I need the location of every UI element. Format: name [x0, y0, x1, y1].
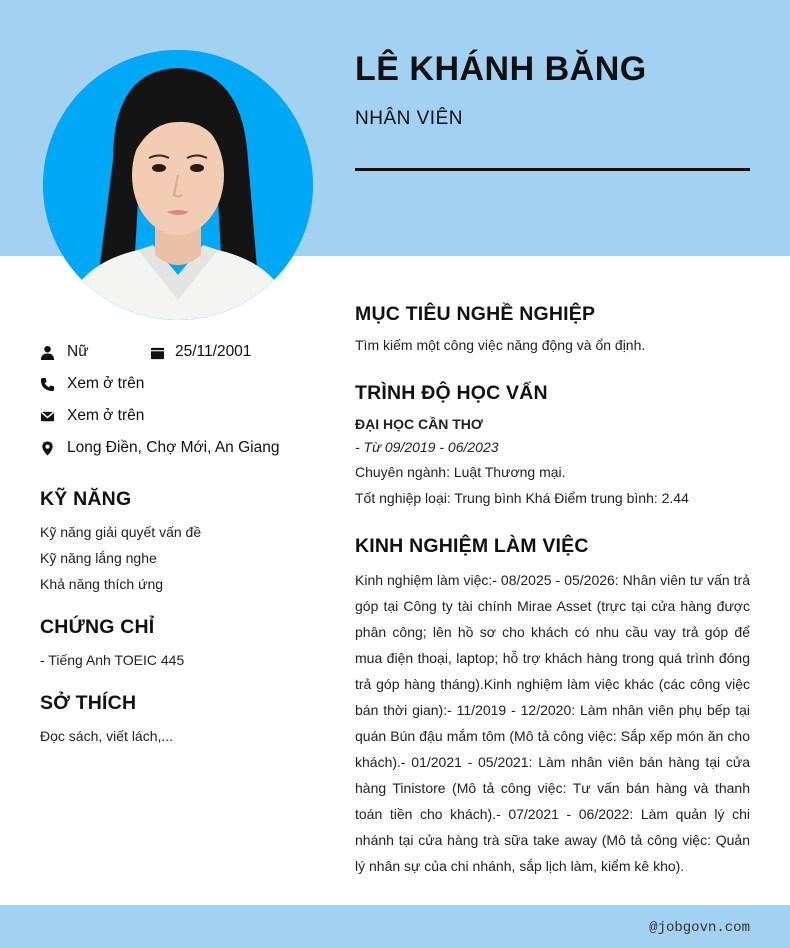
email-value: Xem ở trên [67, 407, 145, 424]
education-period: - Từ 09/2019 - 06/2023 [355, 439, 499, 455]
dob-row [150, 343, 251, 361]
skill-item: Kỹ năng lắng nghe [40, 550, 157, 566]
location-icon [40, 441, 55, 456]
email-row [40, 407, 144, 425]
footer-watermark: @jobgovn.com [649, 920, 750, 936]
objective-text: Tìm kiếm một công việc năng động và ổn định. [355, 337, 646, 353]
user-icon [40, 345, 55, 360]
certificate-item: - Tiếng Anh TOEIC 445 [40, 652, 185, 668]
objective-title: MỤC TIÊU NGHỀ NGHIỆP [355, 303, 596, 325]
skill-item: Khả năng thích ứng [40, 576, 164, 592]
phone-row [40, 375, 144, 393]
phone-value: Xem ở trên [67, 375, 145, 392]
dob-value: 25/11/2001 [175, 343, 252, 360]
education-grade: Tốt nghiệp loại: Trung bình Khá Điểm trung bình: 2.44 [355, 490, 689, 506]
experience-title: KINH NGHIỆM LÀM VIỆC [355, 535, 589, 557]
header-divider [355, 168, 750, 171]
school-name: ĐẠI HỌC CẦN THƠ [355, 416, 483, 432]
skills-title: KỸ NĂNG [40, 488, 132, 510]
candidate-name: LÊ KHÁNH BĂNG [355, 50, 647, 88]
certificates-title: CHỨNG CHỈ [40, 616, 155, 638]
gender-row [40, 343, 89, 361]
candidate-role: NHÂN VIÊN [355, 108, 463, 129]
education-major: Chuyên ngành: Luật Thương mại. [355, 464, 566, 480]
address-row [40, 439, 279, 457]
address-value: Long Điền, Chợ Mới, An Giang [67, 439, 280, 456]
calendar-icon [150, 345, 165, 360]
profile-photo [43, 50, 313, 320]
experience-text: Kinh nghiệm làm việc:- 08/2025 - 05/2026: Nhân viên tư vấn trả góp tại Công ty tài chính Mirae Asset (trực tại cửa hàng được phân công; lên hồ sơ cho khách có nhu cầu vay trả góp để mua điện thoại, laptop; hỗ trợ khách hàng trong quá trình đóng trả góp hàng tháng).Kinh nghiệm làm việc khác (các công việc bán thời gian):- 11/2019 - 12/2020: Làm nhân viên phụ bếp tại quán Bún đậu mắm tôm (Mô tả công việc: Sắp xếp món ăn cho khách).- 01/2021 - 05/2021: Làm nhân viên bán hàng tại cửa hàng Tinistore (Mô tả công việc: Tư vấn bán hàng và thanh toán tiền cho khách).- 07/2021 - 06/2022: Làm quản lý chi nhánh tại cửa hàng trà sữa take away (Mô tả công việc: Quản lý nhân sự của chi nhánh, sắp lịch làm, kiểm kê kho). [355, 572, 750, 874]
skill-item: Kỹ năng giải quyết vấn đề [40, 524, 202, 540]
hobbies-text: Đọc sách, viết lách,... [40, 728, 174, 744]
mail-icon [40, 409, 55, 424]
phone-icon [40, 377, 55, 392]
gender-value: Nữ [67, 343, 89, 360]
hobbies-title: SỞ THÍCH [40, 692, 137, 714]
portrait-illustration [43, 50, 313, 320]
education-title: TRÌNH ĐỘ HỌC VẤN [355, 382, 548, 404]
